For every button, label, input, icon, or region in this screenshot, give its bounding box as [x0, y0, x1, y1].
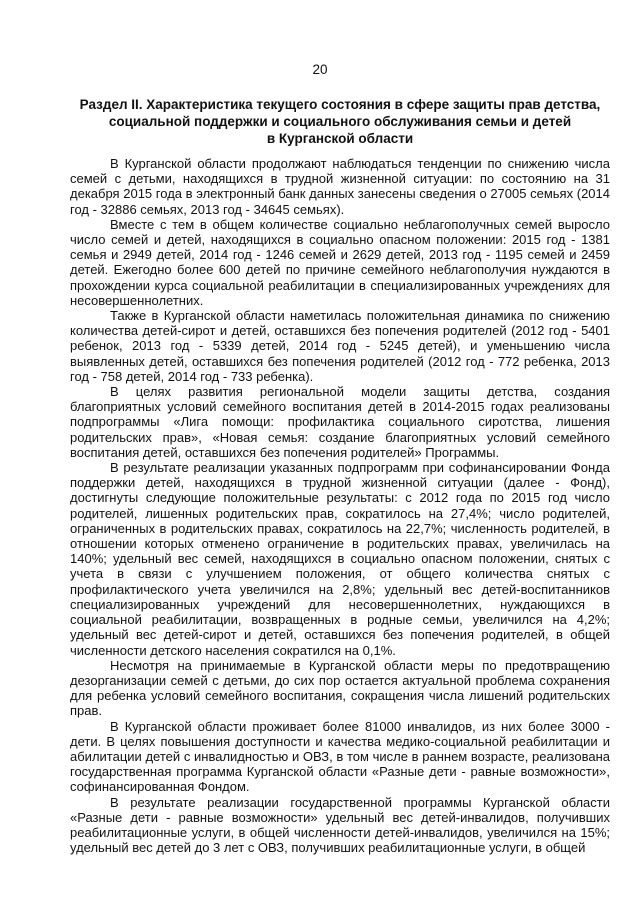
paragraph-dangerous-situation: Вместе с тем в общем количестве социально неблагополучных семей выросло число семей и детей, находящихся в социально опасном положении: 2015 год - 1381 семья и 2949 детей, 2014 год - 1246 семей и 2629 детей, 2013 год - 1195 семей и 2459 детей. Ежегодно более 600 детей по причине семейного неблагополучия нуждаются в прохождении курса социальной реабилитации в специализированных учреждениях для несовершеннолетних. — [70, 216, 610, 308]
paragraph-disabled-children: В Курганской области проживает более 81000 инвалидов, из них более 3000 - дети. В целях повышения доступности и качества медико-социальной реабилитации и абилитации детей с инвалидностью и ОВЗ, в том числе в раннем возрасте, реализована государственная программа Курганской области «Разные дети - равные возможности», софинансированная Фондом. — [70, 718, 610, 795]
section-heading-line-1: Раздел II. Характеристика текущего состояния в сфере защиты прав детства, — [79, 97, 601, 112]
section-heading — [70, 96, 610, 147]
document-body — [70, 156, 610, 855]
paragraph-families-in-difficulty: В Курганской области продолжают наблюдаться тенденции по снижению числа семей с детьми, находящихся в трудной жизненной ситуации: по состоянию на 31 декабря 2015 года в электронный банк данных занесены сведения о 27005 семьях (2014 год - 32886 семьях, 2013 год - 34645 семьях). — [70, 156, 610, 217]
paragraph-results: В результате реализации указанных подпрограмм при софинансировании Фонда поддержки детей, находящихся в трудной жизненной ситуации (далее - Фонд), достигнуты следующие положительные результаты: с 2012 года по 2015 год число родителей, лишенных родительских прав, сократилось на 27,4%; число родителей, ограниченных в родительских правах, сократилось на 22,7%; численность родителей, в отношении которых отменено ограничение в родительских правах, увеличилась на 140%; удельный вес семей, находящихся в социально опасном положении, снятых с учета в связи с улучшением положения, от общего количества снятых с профилактического учета увеличился на 2,8%; удельный вес детей-воспитанников специализированных учреждений для несовершеннолетних, нуждающихся в социальной реабилитации, возвращенных в родные семьи, увеличился на 4,2%; удельный вес детей-сирот и детей, оставшихся без попечения родителей, в общей численности детского населения сократился на 0,1%. — [70, 460, 610, 658]
paragraph-actual-problem: Несмотря на принимаемые в Курганской области меры по предотвращению дезорганизации семей с детьми, до сих пор остается актуальной проблема сохранения для ребенка условий семейного воспитания, сокращения числа лишений родительских прав. — [70, 657, 610, 719]
page-number: 20 — [312, 62, 328, 77]
paragraph-program-results: В результате реализации государственной программы Курганской области «Разные дети - равные возможности» удельный вес детей-инвалидов, получивших реабилитационные услуги, в общей численности детей-инвалидов, увеличился на 15%; удельный вес детей до 3 лет с ОВЗ, получивших реабилитационные услуги, в общей — [70, 794, 610, 856]
section-heading-line-2: социальной поддержки и социального обслуживания семьи и детей — [108, 114, 572, 129]
paragraph-subprograms: В целях развития региональной модели защиты детства, создания благоприятных условий семейного воспитания детей в 2014-2015 годах реализованы подпрограммы «Лига помощи: профилактика социального сиротства, лишения родительских прав», «Новая семья: создание благоприятных условий семейного воспитания детей, оставшихся без попечения родителей» Программы. — [70, 384, 610, 460]
paragraph-orphans-dynamics: Также в Курганской области наметилась положительная динамика по снижению количества детей-сирот и детей, оставшихся без попечения родителей (2012 год - 5401 ребенок, 2013 год - 5339 детей, 2014 год - 5245 детей), и уменьшению числа выявленных детей, оставшихся без попечения родителей (2012 год - 772 ребенка, 2013 год - 758 детей, 2014 год - 733 ребенка). — [70, 308, 610, 384]
section-heading-line-3: в Курганской области — [266, 131, 414, 146]
